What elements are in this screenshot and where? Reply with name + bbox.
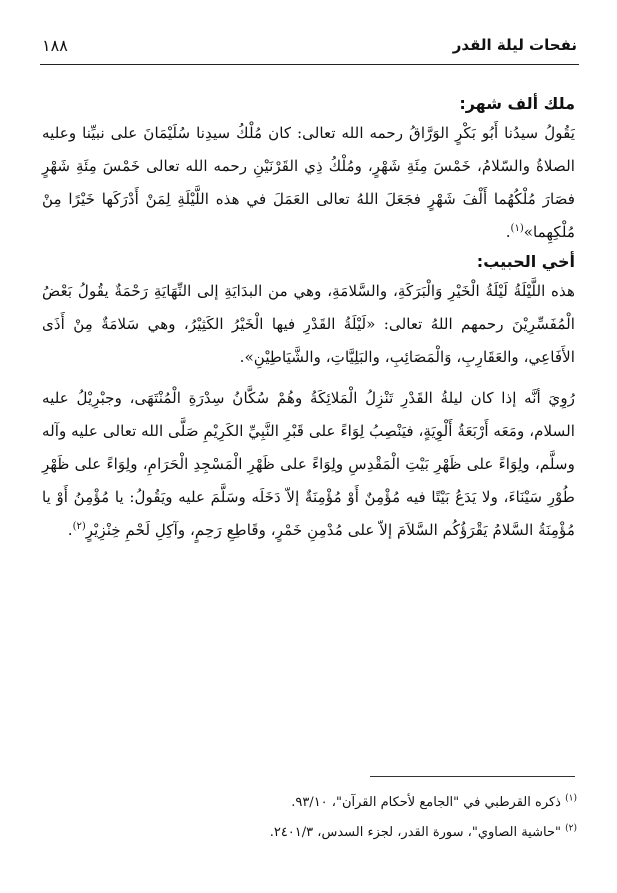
footnote-text: "حاشية الصاوي"، سورة القدر، لجزء السدس، ٢٤٠١/٣.: [269, 825, 561, 840]
header-rule: [40, 64, 579, 65]
footnote-1: [42, 788, 577, 818]
footnote-rule: [370, 776, 575, 777]
footnote-text: ذكره القرطبي في "الجامع لأحكام القرآن"، ٩٣/١٠.: [291, 795, 561, 810]
footnote-2: [42, 818, 577, 848]
paragraph-warraq: [42, 117, 575, 249]
section-heading-dear-brother: أخي الحبيب:: [476, 252, 575, 271]
footnote-mark: (٢): [565, 823, 577, 834]
running-title: نفحات ليلة القدر: [452, 36, 577, 54]
section-heading-thousand-months: ملك ألف شهر:: [459, 94, 575, 113]
paragraph-text: يَقُولُ سيدُنا أَبُو بَكْرٍ الوَرَّاقُ رحمه الله تعالى: كان مُلْكُ سيدِنا سُلَيْمَانَ على نبيِّنا وعليه الصلاةُ والسّلامُ، خَمْسَ مِئَةِ شَهْرٍ، ومُلْكُ ذِي القَرْنَيْنِ رحمه الله تعالى خَمْسَ مِئَةِ شَهْرٍ فصَارَ مُلْكُهُما أَلْفَ شَهْرٍ فجَعَلَ اللهُ تعالى العَمَلَ في هذه اللَّيْلَةِ لِمَنْ أَدْرَكَها خَيْرًا مِنْ مُلْكِهِما»: [42, 124, 575, 241]
paragraph-end: .: [505, 223, 511, 241]
page-body: [42, 91, 575, 547]
footnotes: [42, 788, 577, 848]
footnote-ref-1[interactable]: (١): [510, 222, 524, 234]
paragraph-text: رُوِيَ أنَّه إذا كان ليلةُ القَدْرِ تَنْزِلُ الْمَلائِكَةُ وهُمْ سُكَّانُ سِدْرَةِ الْمُنْتَهَى، وجبْرِيْلُ عليه السلام، ومَعَه أَرْبَعَةُ أَلْوِيَةٍ، فيَنْصِبُ لِوَاءً على قَبْرِ النَّبِيِّ الكَرِيْمِ صَلَّى الله تعالى عليه وآله وسلَّم، ولِوَاءً على ظَهْرِ بَيْتِ الْمَقْدِسِ ولِوَاءً على ظَهْرِ الْمَسْجِدِ الْحَرَامِ، ولِوَاءً على ظَهْرِ طُوْرِ سَيْنَاءَ، ولا يَدَعُ بَيْتًا فيه مُؤْمِنٌ أَوْ مُؤْمِنَةٌ إلاّ دَخَلَه وسَلَّمَ عليه ويَقُولُ: يا مُؤْمِنُ أَوْ يا مُؤْمِنَةُ السَّلامُ يَقْرَؤُكُم السَّلاَمَ إلاّ على مُدْمِنِ خَمْرٍ، وقَاطِعِ رَحِمٍ، وآكِلِ لَحْمِ خِنْزِيْرٍ: [42, 389, 575, 539]
page-number: ١٨٨: [42, 36, 68, 55]
footnote-ref-2[interactable]: (٢): [72, 520, 86, 532]
paragraph-blessings: هذه اللَّيْلَةُ لَيْلَةُ الْخَيْرِ وَالْبَرَكَةِ، والسَّلامَةِ، وهي من البدَايَةِ إلى النِّهَايَةِ رَحْمَةٌ يقُولُ بَعْضُ الْمُفَسِّرِيْنَ رحمهم اللهُ تعالى: «لَيْلَةُ القَدْرِ فيها الْخَيْرُ الكَثِيْرُ، وهي سَلامَةٌ مِنْ أَذَى الأَفَاعِي، والعَقَارِبِ، وَالْمَصَائِبِ، والبَلِيَّاتِ، والشَّيَاطِيْنِ».: [42, 282, 575, 366]
footnote-mark: (١): [565, 793, 577, 804]
page-header: [42, 36, 577, 60]
paragraph-angels-descend: [42, 382, 575, 547]
paragraph-end: .: [67, 521, 73, 539]
